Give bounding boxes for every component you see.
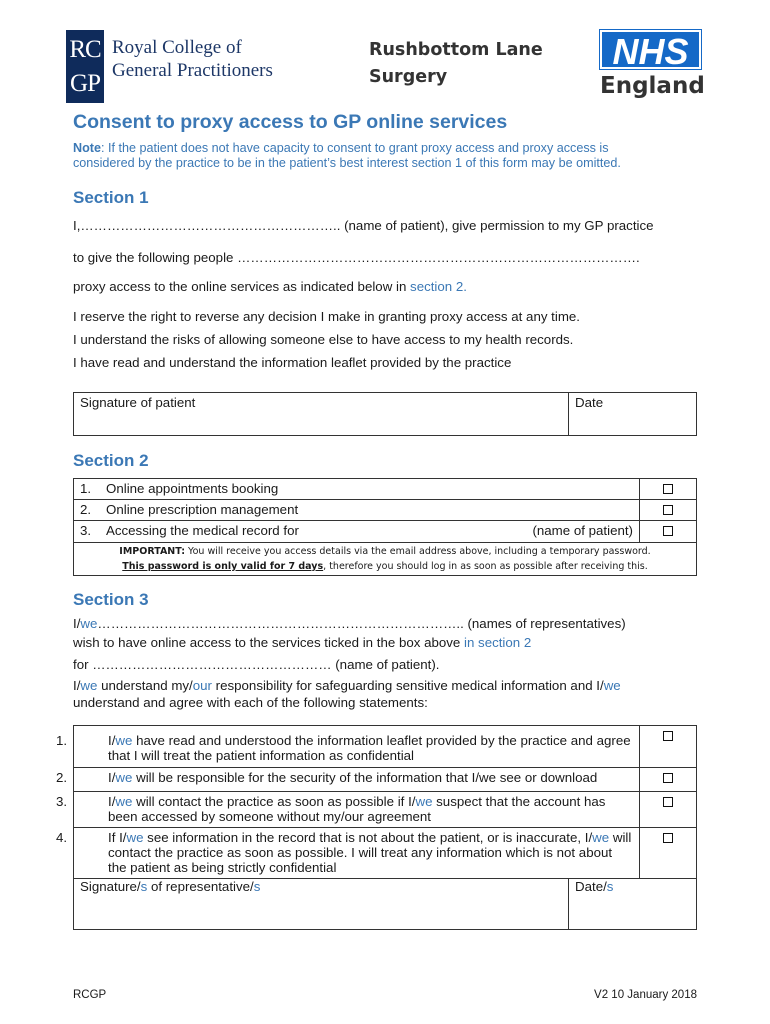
note-label: Note bbox=[73, 141, 101, 155]
representative-signature-field[interactable] bbox=[74, 879, 569, 930]
statement-checkbox[interactable] bbox=[640, 726, 697, 768]
t: I/ bbox=[108, 770, 116, 785]
num: 2. bbox=[80, 502, 92, 517]
checkbox-icon[interactable] bbox=[663, 833, 673, 843]
t: I/ bbox=[108, 794, 116, 809]
service-item bbox=[74, 521, 640, 543]
section-2-heading: Section 2 bbox=[73, 451, 149, 470]
service-label: Online appointments booking bbox=[106, 481, 279, 496]
service-checkbox[interactable] bbox=[640, 500, 697, 521]
representatives-line bbox=[73, 616, 626, 631]
t: we bbox=[115, 770, 133, 785]
t: responsibility for safeguarding sensitive medical information and I/ bbox=[211, 678, 604, 693]
service-label: Accessing the medical record for bbox=[106, 523, 299, 538]
num: 3. bbox=[80, 523, 92, 538]
t: s bbox=[140, 879, 148, 894]
t: we bbox=[80, 616, 98, 631]
statement-item bbox=[56, 768, 640, 792]
statement: I have read and understand the information leaflet provided by the practice bbox=[73, 355, 512, 370]
rcgp-name bbox=[112, 36, 273, 82]
t: suspect that the account has been accessed by someone without my/our agreement bbox=[108, 794, 606, 824]
num: 1. bbox=[80, 481, 92, 496]
statement: I reserve the right to reverse any decision I make in granting proxy access at any time. bbox=[73, 309, 580, 324]
t: If I/ bbox=[108, 830, 127, 845]
statement-item bbox=[56, 792, 640, 828]
note bbox=[73, 141, 609, 155]
service-item bbox=[74, 479, 640, 500]
t: we bbox=[603, 678, 621, 693]
wish-line bbox=[73, 635, 531, 650]
t: we bbox=[592, 830, 610, 845]
t: we bbox=[415, 794, 433, 809]
t: our bbox=[192, 678, 212, 693]
checkbox-icon[interactable] bbox=[663, 526, 673, 536]
section-3-heading: Section 3 bbox=[73, 590, 149, 609]
patient-name-line: I,………………………………………………….. (name of patient), give permission to my GP practice bbox=[73, 218, 654, 233]
checkbox-icon[interactable] bbox=[663, 484, 673, 494]
important-notice bbox=[74, 543, 697, 576]
service-label: Online prescription management bbox=[106, 502, 299, 517]
num: 2. bbox=[56, 770, 68, 785]
checkbox-icon[interactable] bbox=[663, 773, 673, 783]
surgery-line: Rushbottom Lane bbox=[369, 40, 543, 60]
num: 4. bbox=[56, 830, 68, 845]
section-2-ref: section 2. bbox=[410, 279, 467, 294]
t: ……………………………………………………………………….. (names of representatives) bbox=[97, 616, 626, 631]
page-title: Consent to proxy access to GP online services bbox=[73, 111, 508, 133]
services-table bbox=[73, 478, 697, 576]
t: see information in the record that is not about the patient, or is inaccurate, I/ bbox=[143, 830, 593, 845]
statement-checkbox[interactable] bbox=[640, 828, 697, 879]
date-label: Date bbox=[575, 395, 604, 410]
statement-checkbox[interactable] bbox=[640, 792, 697, 828]
signature-label: Signature of patient bbox=[80, 395, 196, 410]
important-label: IMPORTANT: bbox=[119, 546, 186, 557]
checkbox-icon[interactable] bbox=[663, 797, 673, 807]
t: Date/ bbox=[575, 879, 607, 894]
service-checkbox[interactable] bbox=[640, 521, 697, 543]
section-1-heading: Section 1 bbox=[73, 188, 149, 207]
t: I/ bbox=[108, 733, 116, 748]
t: have read and understood the information leaflet provided by the practice and agree that I will treat the patient information as confidential bbox=[108, 733, 631, 763]
note-text: : If the patient does not have capacity to consent to grant proxy access and proxy access is bbox=[101, 141, 609, 155]
t: of representative/ bbox=[147, 879, 254, 894]
note-text: considered by the practice to be in the patient’s best interest section 1 of this form may be omitted. bbox=[73, 156, 621, 170]
statement-checkbox[interactable] bbox=[640, 768, 697, 792]
t: s bbox=[606, 879, 614, 894]
service-suffix: (name of patient) bbox=[532, 523, 633, 538]
patient-signature-table bbox=[73, 392, 697, 436]
service-checkbox[interactable] bbox=[640, 479, 697, 500]
proxy-line bbox=[73, 279, 467, 294]
t: understand my/ bbox=[97, 678, 193, 693]
footer-version: V2 10 January 2018 bbox=[594, 989, 697, 1001]
nhs-region: England bbox=[600, 73, 705, 99]
num: 1. bbox=[56, 733, 68, 748]
rcgp-logo bbox=[66, 30, 104, 103]
checkbox-icon[interactable] bbox=[663, 731, 673, 741]
service-item bbox=[74, 500, 640, 521]
t: we bbox=[115, 794, 133, 809]
important-bold: This password is only valid for 7 days bbox=[122, 561, 324, 572]
statement-item bbox=[56, 726, 640, 768]
t: I/ bbox=[73, 616, 81, 631]
logo-text: GP bbox=[70, 70, 100, 97]
t: I/ bbox=[73, 678, 81, 693]
logo-line: Royal College of bbox=[112, 37, 242, 58]
footer-left: RCGP bbox=[73, 989, 107, 1001]
nhs-logo: NHS bbox=[600, 30, 701, 69]
t: Signature/ bbox=[80, 879, 141, 894]
logo-text: RC bbox=[69, 36, 101, 63]
representative-signature-table bbox=[73, 878, 697, 930]
responsibility-line bbox=[73, 678, 621, 693]
t: s bbox=[253, 879, 261, 894]
t: we bbox=[115, 733, 133, 748]
t: will be responsible for the security of the information that I/we see or download bbox=[132, 770, 598, 785]
surgery-line: Surgery bbox=[369, 67, 448, 87]
t: we bbox=[80, 678, 98, 693]
agree-line: understand and agree with each of the following statements: bbox=[73, 695, 428, 710]
date-field[interactable] bbox=[569, 393, 697, 436]
logo-line: General Practitioners bbox=[112, 60, 273, 81]
patient-line: for ……………………………………………… (name of patient). bbox=[73, 657, 440, 672]
num: 3. bbox=[56, 794, 68, 809]
t: wish to have online access to the services ticked in the box above bbox=[73, 635, 464, 650]
t: we bbox=[126, 830, 144, 845]
patient-signature-field[interactable] bbox=[74, 393, 569, 436]
representative-date-field[interactable] bbox=[569, 879, 697, 930]
surgery-name bbox=[369, 37, 543, 91]
statement: I understand the risks of allowing someone else to have access to my health records. bbox=[73, 332, 574, 347]
important-text: , therefore you should log in as soon as possible after receiving this. bbox=[323, 561, 648, 572]
t: will contact the practice as soon as possible if I/ bbox=[132, 794, 416, 809]
checkbox-icon[interactable] bbox=[663, 505, 673, 515]
important-text: You will receive you access details via the email address above, including a temporary password. bbox=[185, 546, 651, 557]
section-2-ref: in section 2 bbox=[464, 635, 532, 650]
statements-table bbox=[56, 725, 697, 879]
t: will contact the practice as soon as possible. I will treat any information which is not about the patient as being strictly confidential bbox=[108, 830, 632, 875]
statement-item bbox=[56, 828, 640, 879]
people-line: to give the following people ………………………………………………………………………………. bbox=[73, 250, 640, 265]
text: proxy access to the online services as indicated below in bbox=[73, 279, 411, 294]
